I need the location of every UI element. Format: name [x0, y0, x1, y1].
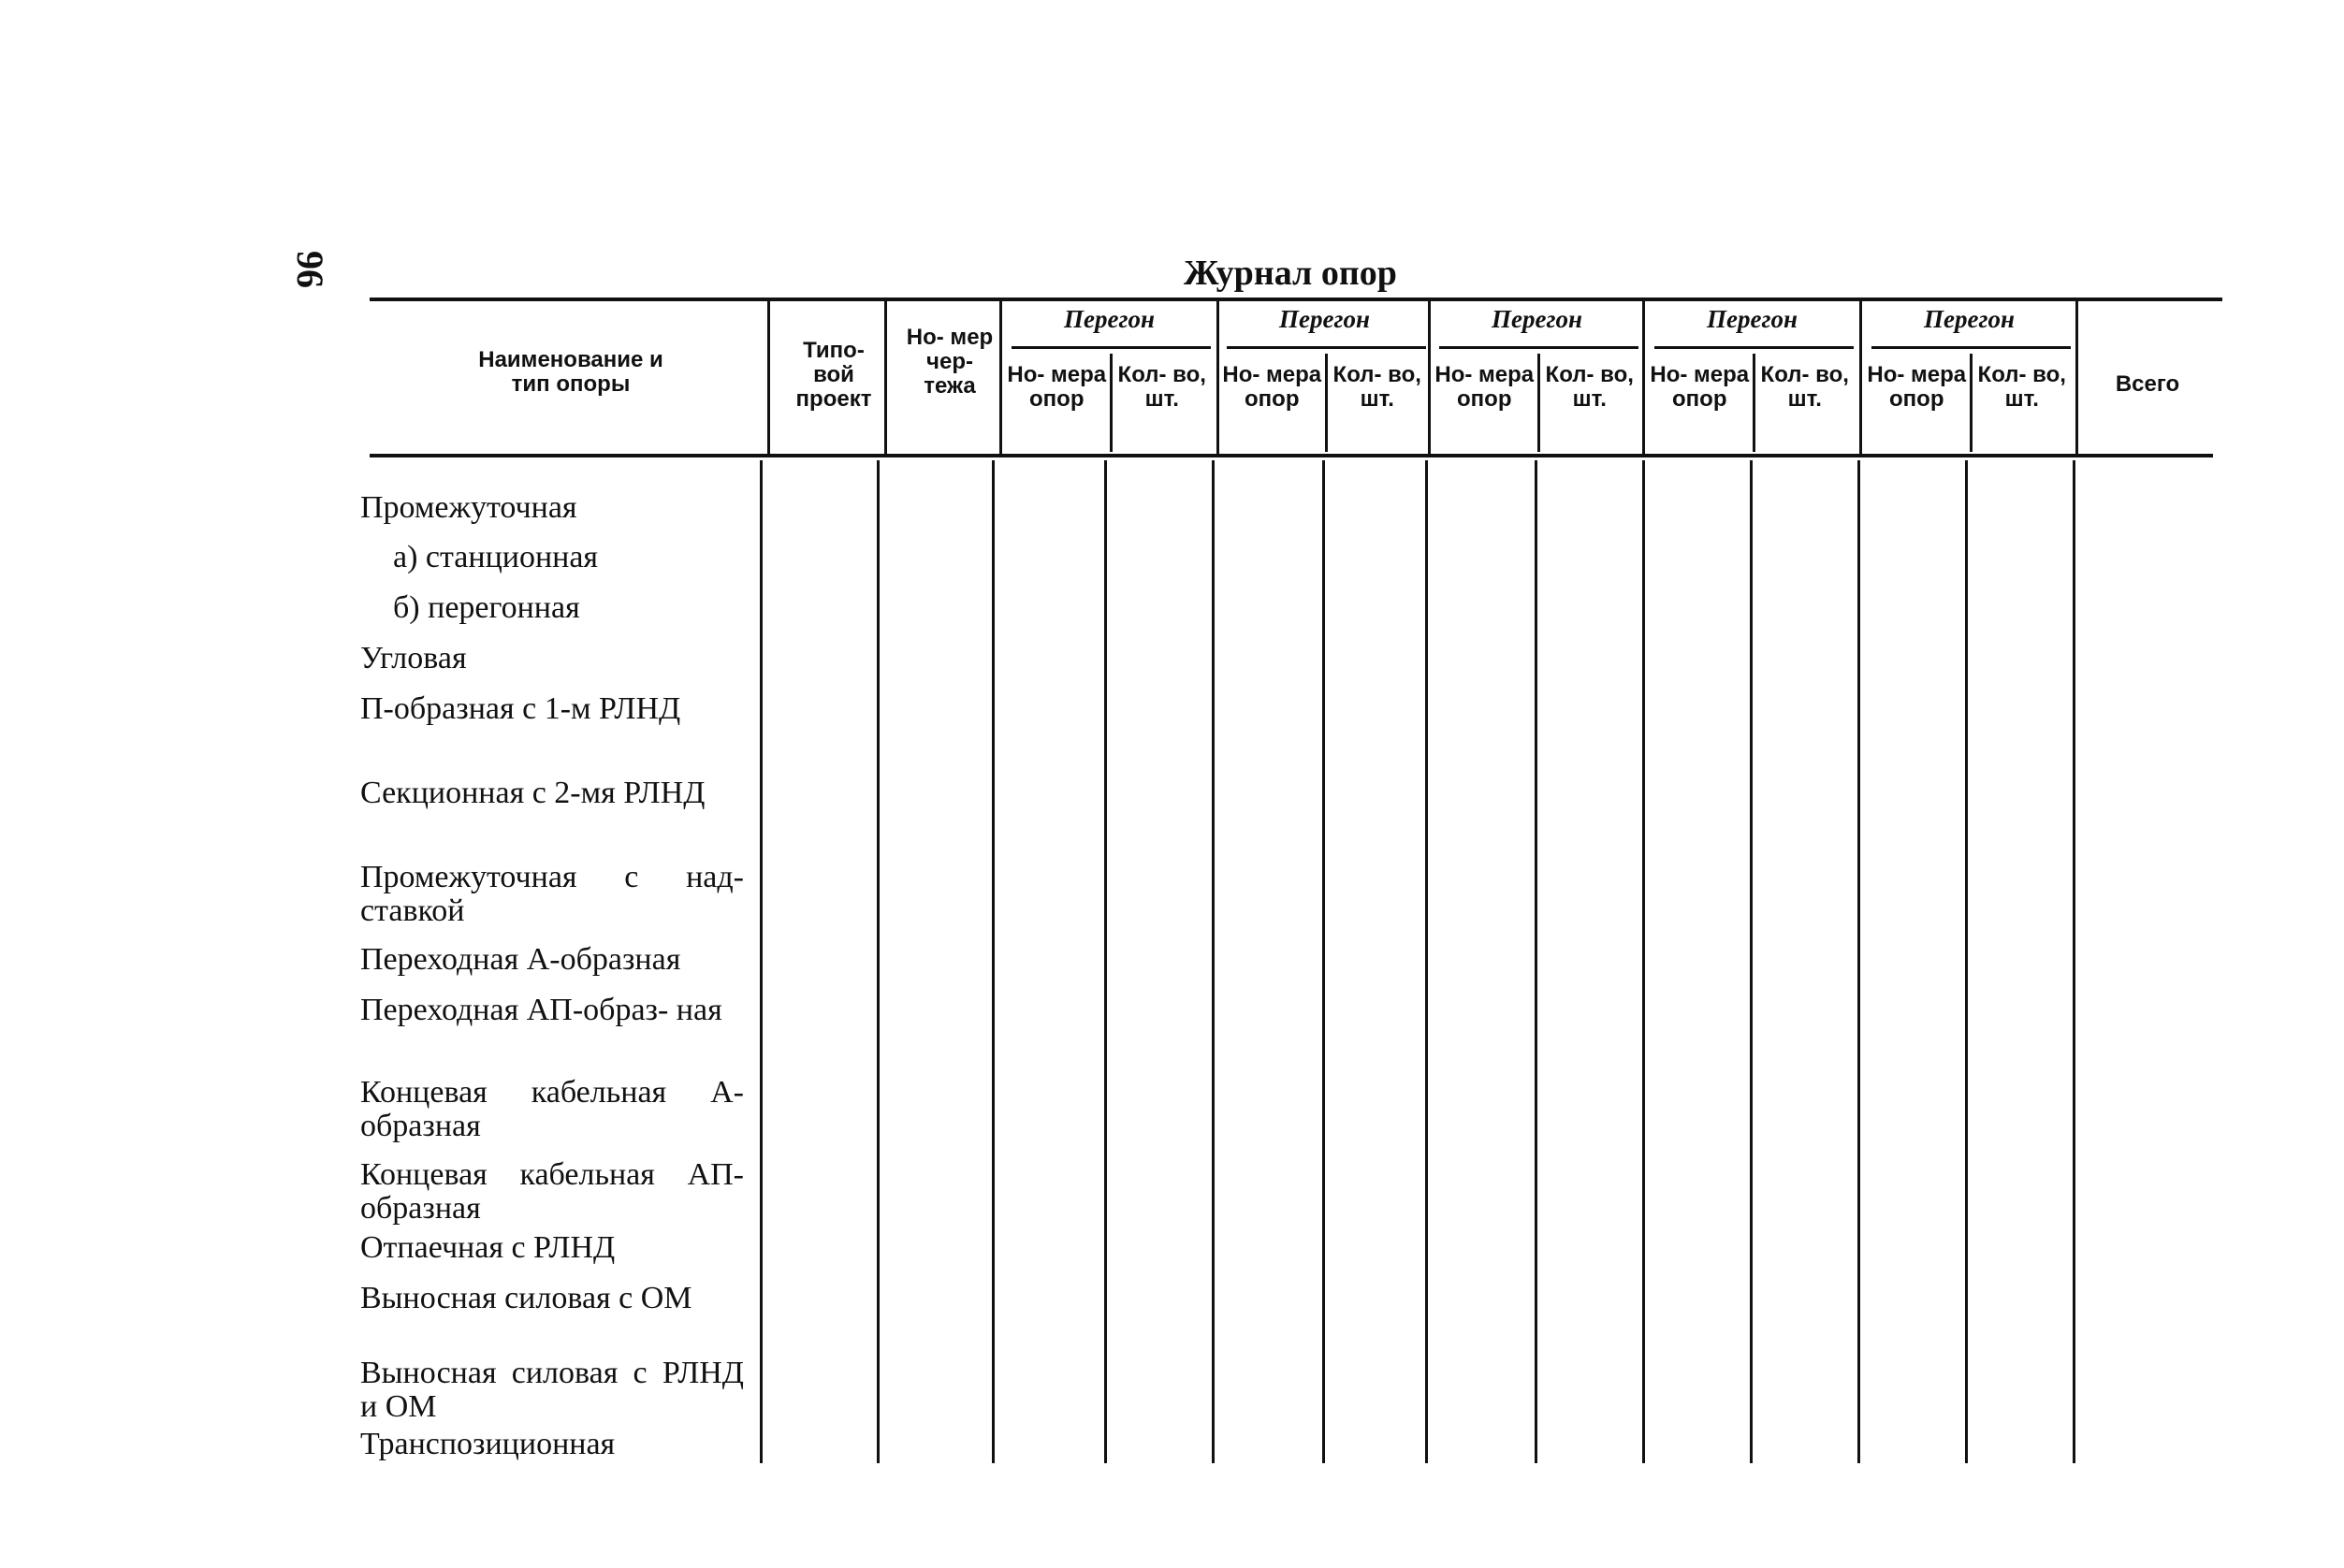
span-count-header: Кол- во, шт. [1117, 362, 1206, 412]
row-label: Секционная с 2-мя РЛНД [360, 776, 706, 810]
header-project: Типо- вой проект [795, 338, 872, 412]
header-column-divider [2075, 301, 2078, 454]
row-label: Отпаечная с РЛНД [360, 1230, 616, 1265]
span-label: Перегон [1279, 305, 1370, 333]
span-underline [1012, 346, 1211, 349]
body-column-divider [1425, 460, 1428, 1463]
span-label: Перегон [1707, 305, 1798, 333]
span-count-header: Кол- во, шт. [1332, 362, 1421, 412]
header-bottom-rule [370, 454, 2213, 457]
header-column-divider [1859, 301, 1862, 454]
body-column-divider [760, 460, 763, 1463]
page-number: 96 [289, 251, 331, 288]
body-column-divider [1642, 460, 1645, 1463]
body-column-divider [1750, 460, 1753, 1463]
body-column-divider [2073, 460, 2075, 1463]
span-inner-divider [1753, 354, 1755, 452]
span-count-header: Кол- во, шт. [1977, 362, 2066, 412]
body-column-divider [1857, 460, 1860, 1463]
span-inner-divider [1970, 354, 1973, 452]
span-count-header: Кол- во, шт. [1760, 362, 1849, 412]
row-label: Переходная А-образная [360, 942, 681, 977]
header-column-divider [999, 301, 1002, 454]
table-title: Журнал опор [1184, 254, 1397, 293]
body-column-divider [877, 460, 880, 1463]
top-rule [370, 298, 2222, 301]
row-label: П-образная с 1-м РЛНД [360, 691, 681, 726]
span-numbers-header: Но- мера опор [1650, 362, 1750, 412]
body-column-divider [1104, 460, 1107, 1463]
span-underline [1654, 346, 1854, 349]
body-column-divider [1322, 460, 1325, 1463]
row-label: Концевая кабельная А-образная [360, 1075, 744, 1143]
span-underline [1439, 346, 1638, 349]
header-column-divider [1642, 301, 1645, 454]
span-label: Перегон [1064, 305, 1155, 333]
row-label: Транспозиционная [360, 1427, 616, 1461]
header-drawing: Но- мер чер- тежа [906, 325, 994, 399]
body-column-divider [1965, 460, 1968, 1463]
span-underline [1227, 346, 1426, 349]
body-column-divider [1212, 460, 1215, 1463]
row-label: а) станционная [393, 540, 599, 574]
row-label: Выносная силовая с ОМ [360, 1281, 692, 1315]
header-total: Всего [2115, 371, 2180, 397]
row-label: б) перегонная [393, 590, 580, 625]
row-label: Концевая кабельная АП-образная [360, 1157, 744, 1226]
span-inner-divider [1110, 354, 1113, 452]
span-inner-divider [1325, 354, 1328, 452]
header-name: Наименование и тип опоры [478, 347, 663, 397]
header-column-divider [767, 301, 770, 454]
span-numbers-header: Но- мера опор [1007, 362, 1107, 412]
span-inner-divider [1537, 354, 1540, 452]
row-label: Переходная АП-образ- ная [360, 993, 722, 1027]
span-label: Перегон [1492, 305, 1582, 333]
span-numbers-header: Но- мера опор [1867, 362, 1967, 412]
row-label: Промежуточная [360, 490, 577, 525]
header-column-divider [1216, 301, 1219, 454]
span-label: Перегон [1924, 305, 2015, 333]
row-label: Выносная силовая с РЛНД и ОМ [360, 1356, 744, 1424]
span-numbers-header: Но- мера опор [1222, 362, 1322, 412]
row-label: Промежуточная с над- ставкой [360, 860, 744, 928]
header-column-divider [1428, 301, 1431, 454]
body-column-divider [992, 460, 995, 1463]
span-underline [1871, 346, 2071, 349]
span-numbers-header: Но- мера опор [1434, 362, 1535, 412]
body-column-divider [1535, 460, 1537, 1463]
row-label: Угловая [360, 641, 467, 675]
header-column-divider [884, 301, 887, 454]
span-count-header: Кол- во, шт. [1545, 362, 1634, 412]
